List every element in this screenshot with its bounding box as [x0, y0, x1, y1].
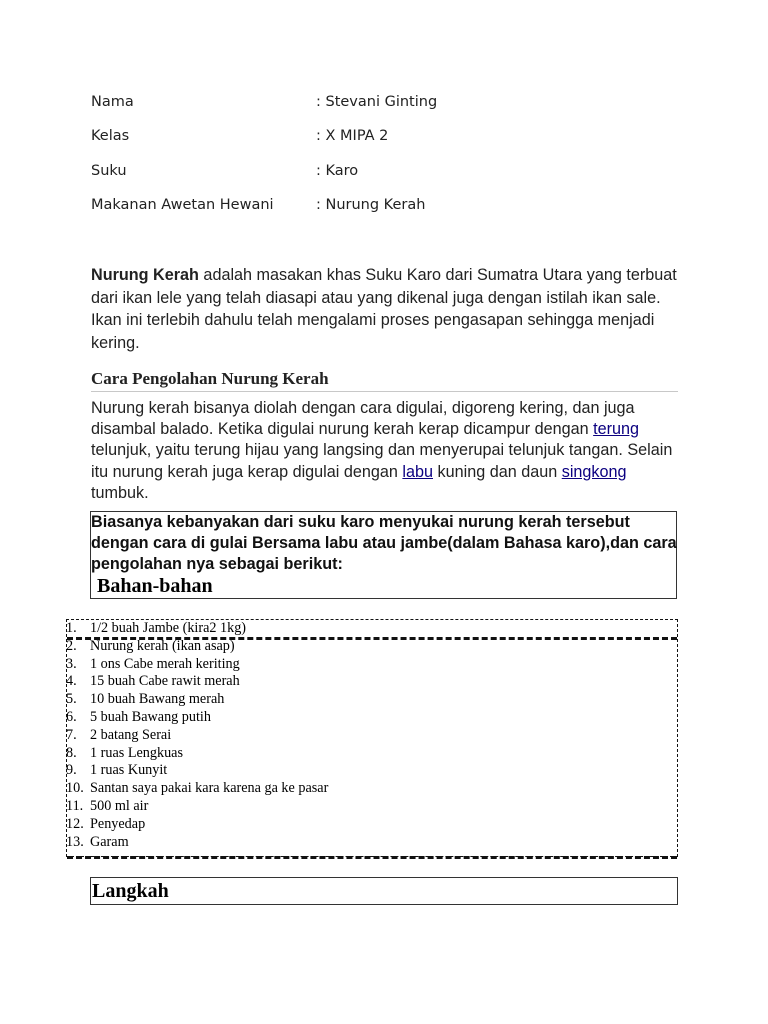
list-item — [66, 673, 674, 691]
list-item — [66, 620, 674, 638]
langkah-box — [90, 877, 678, 905]
info-value: : X MIPA 2 — [316, 128, 389, 145]
info-label: Kelas — [91, 128, 130, 145]
item-number: 10. — [66, 780, 84, 797]
item-text: Garam — [90, 833, 129, 850]
section-heading: Cara Pengolahan Nurung Kerah — [91, 368, 678, 392]
item-text: 500 ml air — [90, 797, 149, 814]
item-text: Penyedap — [90, 815, 146, 832]
bahan-heading: Bahan-bahan — [97, 575, 213, 597]
item-number: 12. — [66, 815, 84, 832]
item-text: 1 ons Cabe merah keriting — [90, 655, 240, 672]
info-label: Makanan Awetan Hewani — [91, 196, 274, 213]
item-text: 1 ruas Lengkuas — [90, 744, 183, 761]
list-item — [66, 638, 674, 656]
list-item — [66, 762, 674, 780]
process-paragraph — [91, 398, 676, 504]
ingredients-list — [66, 620, 674, 851]
item-text: 15 buah Cabe rawit merah — [90, 673, 240, 690]
item-text: 1/2 buah Jambe (kira2 1kg) — [90, 620, 247, 636]
item-number: 4. — [66, 673, 77, 690]
item-number: 6. — [66, 708, 77, 725]
item-number: 11. — [66, 797, 84, 814]
item-number: 7. — [66, 726, 77, 743]
list-item — [66, 780, 674, 798]
link-labu[interactable]: labu — [402, 462, 433, 481]
process-text: telunjuk, yaitu terung hijau yang langsing dan menyerupai telunjuk tangan. Selain itu nurung kerah juga kerap digulai dengan — [91, 441, 673, 481]
item-text: Nurung kerah (ikan asap) — [90, 637, 235, 654]
preference-text: Biasanya kebanyakan dari suku karo menyukai nurung kerah tersebut dengan cara di gulai Bersama labu atau jambe(dalam Bahasa karo),dan cara pengolahan nya sebagai berikut: — [91, 513, 677, 573]
process-text: tumbuk. — [91, 483, 149, 502]
item-number: 2. — [66, 637, 77, 654]
list-item — [66, 727, 674, 745]
info-label: Suku — [91, 162, 127, 179]
item-text: 10 buah Bawang merah — [90, 691, 225, 708]
langkah-heading: Langkah — [92, 880, 169, 902]
intro-bold-term: Nurung Kerah — [91, 266, 199, 284]
list-item — [66, 798, 674, 816]
list-item — [66, 656, 674, 674]
info-value: : Stevani Ginting — [316, 94, 438, 110]
item-text: 2 batang Serai — [90, 726, 172, 743]
item-number: 3. — [66, 655, 77, 672]
item-number: 8. — [66, 744, 77, 761]
info-value: : Nurung Kerah — [316, 196, 426, 213]
process-text: Nurung kerah bisanya diolah dengan cara digulai, digoreng kering, dan juga disambal balado. Ketika digulai nurung kerah kerap dicampur dengan — [91, 399, 635, 439]
list-item — [66, 816, 674, 834]
item-text: Santan saya pakai kara karena ga ke pasar — [90, 780, 329, 797]
item-text: 5 buah Bawang putih — [90, 708, 211, 725]
item-number: 13. — [66, 833, 84, 850]
link-singkong[interactable]: singkong — [561, 462, 627, 481]
item-number: 1. — [66, 620, 77, 636]
list-item — [66, 834, 674, 852]
process-text: kuning dan daun — [433, 462, 562, 481]
intro-paragraph — [91, 264, 681, 354]
intro-text: adalah masakan khas Suku Karo dari Sumatra Utara yang terbuat dari ikan lele yang telah diasapi atau yang dikenal juga dengan istilah ikan sale. Ikan ini terlebih dahulu telah mengalami proses pengasapan sehingga menjadi kering. — [91, 266, 677, 352]
item-text: 1 ruas Kunyit — [90, 762, 168, 779]
item-number: 9. — [66, 762, 77, 779]
list-item — [66, 691, 674, 709]
ingredients-box — [66, 619, 678, 857]
item-number: 5. — [66, 691, 77, 708]
link-terung[interactable]: terung — [593, 420, 640, 439]
dashed-divider — [67, 856, 677, 859]
list-item — [66, 709, 674, 727]
list-item — [66, 745, 674, 763]
info-label: Nama — [91, 94, 134, 110]
info-value: : Karo — [316, 162, 359, 179]
preference-box — [90, 511, 677, 599]
